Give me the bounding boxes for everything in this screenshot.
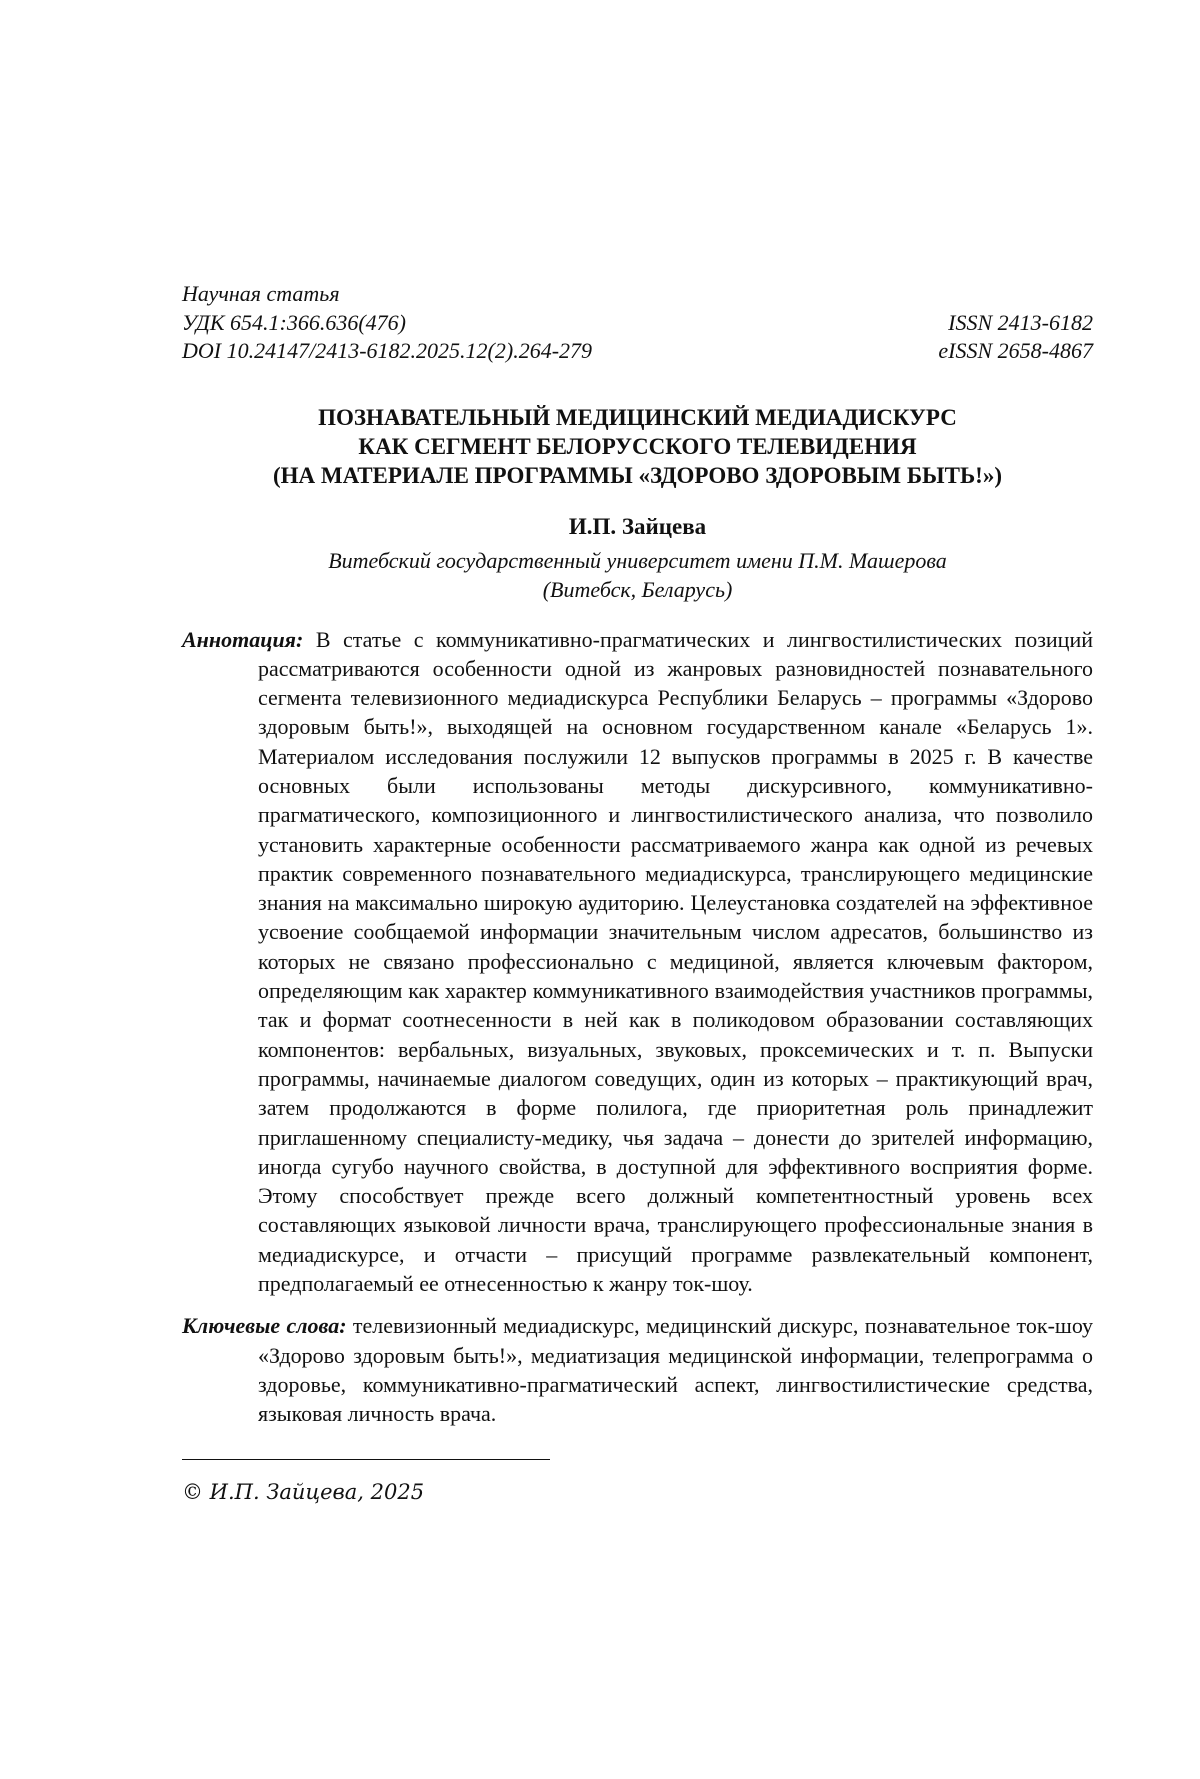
abstract-text: В статье с коммуникативно-прагматических и лингвостилистических позиций рассматриваются особенности одной из жанровых разновидностей познавательного сегмента телевизионного медиадискурса Республики Беларусь – программы «Здорово здоровым быть!», выходящей на основном государственном канале «Беларусь 1». Материалом исследования послужили 12 выпусков программы в 2025 г. В качестве основных были использованы методы дискурсивного, коммуникативно-прагматического, композиционного и лингвостилистического анализа, что позволило установить характерные особенности рассматриваемого жанра как одной из речевых практик современного познавательного медиадискурса, транслирующего медицинские знания на максимально широкую аудиторию. Целеустановка создателей на эффективное усвоение сообщаемой информации значительным числом адресатов, большинство из которых не связано профессионально с медициной, является ключевым фактором, определяющим как характер коммуникативного взаимодействия участников программы, так и формат соотнесенности в ней как в поликодовом образовании составляющих компонентов: вербальных, визуальных, звуковых, проксемических и т. п. Выпуски программы, начинаемые диалогом соведущих, один из которых – практикующий врач, затем продолжаются в форме полилога, где приоритетная роль принадлежит приглашенному специалисту-медику, чья задача – донести до зрителей информацию, иногда сугубо научного свойства, в доступной для эффективного восприятия форме. Этому способствует прежде всего должный компетентностный уровень всех составляющих языковой личности врача, транслирующего профессиональные знания в медиадискурсе, и отчасти – присущий программе развлекательный компонент, предполагаемый ее отнесенностью к жанру ток-шоу. — [258, 626, 1094, 1297]
abstract-label: Аннотация: — [182, 626, 304, 652]
author-affiliation: Витебский государственный университет имени П.М. Машерова — [328, 547, 947, 573]
keywords-text: телевизионный медиадискурс, медицинский дискурс, познавательное ток-шоу «Здорово здоровым быть!», медиатизация медицинской информации, телепрограмма о здоровье, коммуникативно-прагматический аспект, лингвостилистические средства, языковая личность врача. — [258, 1313, 1094, 1427]
article-type: Научная статья — [182, 281, 340, 306]
author-name: И.П. Зайцева — [568, 513, 707, 539]
author-affiliation-block — [182, 546, 1093, 604]
copyright-note: © И.П. Зайцева, 2025 — [182, 1479, 425, 1504]
title-line-1: ПОЗНАВАТЕЛЬНЫЙ МЕДИЦИНСКИЙ МЕДИАДИСКУРС — [318, 404, 957, 430]
eissn: eISSN 2658-4867 — [938, 338, 1093, 363]
article-first-page — [182, 280, 1093, 1506]
keywords — [182, 1311, 1093, 1428]
keywords-label: Ключевые слова: — [182, 1313, 347, 1339]
title-line-3: (НА МАТЕРИАЛЕ ПРОГРАММЫ «ЗДОРОВО ЗДОРОВЫМ БЫТЬ!») — [273, 462, 1002, 488]
doi: DOI 10.24147/2413-6182.2025.12(2).264-279 — [182, 338, 593, 363]
footnote-divider — [182, 1459, 550, 1460]
title-line-2: КАК СЕГМЕНТ БЕЛОРУССКОГО ТЕЛЕВИДЕНИЯ — [358, 433, 917, 459]
author-location: (Витебск, Беларусь) — [542, 576, 733, 602]
udc-code: УДК 654.1:366.636(476) — [182, 309, 407, 335]
article-meta — [182, 280, 1093, 366]
meta-row-doi — [182, 337, 1093, 366]
abstract — [182, 625, 1093, 1299]
meta-row-udc — [182, 309, 1093, 338]
article-title — [182, 403, 1093, 490]
issn: ISSN 2413-6182 — [948, 309, 1093, 335]
